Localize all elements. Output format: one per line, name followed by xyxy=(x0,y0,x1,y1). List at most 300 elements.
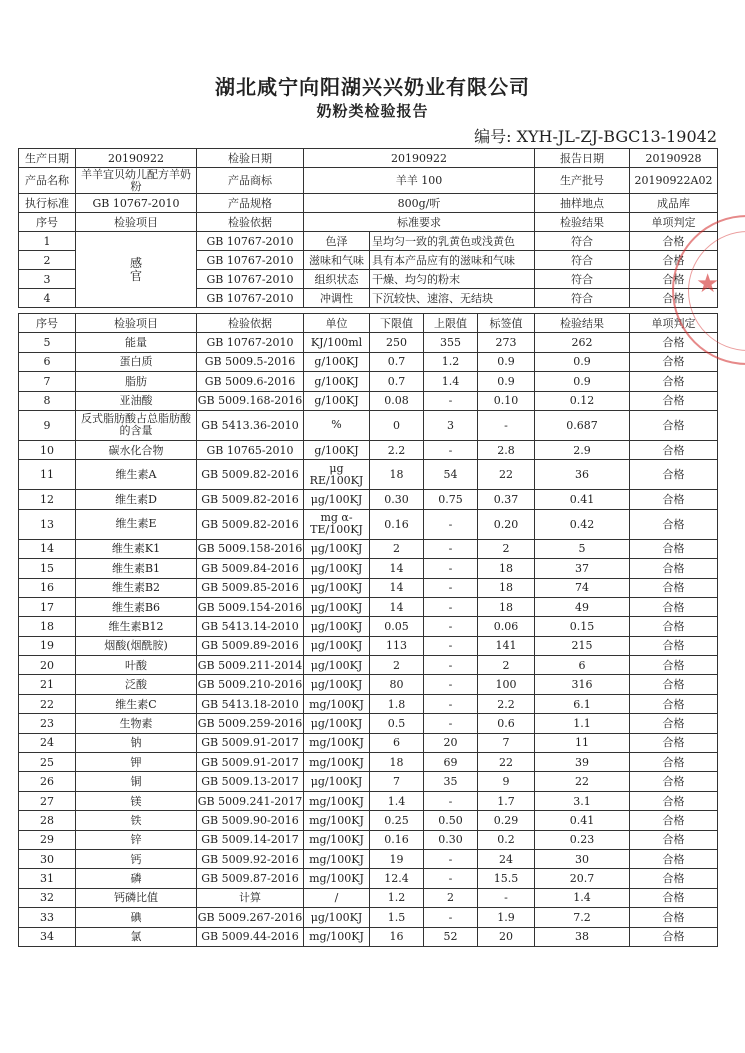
sensory-header-item: 检验项目 xyxy=(76,213,197,232)
nutrient-verdict: 合格 xyxy=(630,675,718,694)
nutrient-rows xyxy=(19,314,718,947)
nutrient-high: 35 xyxy=(424,772,478,791)
nutrient-item: 维生素E xyxy=(76,509,197,539)
nutrient-no: 14 xyxy=(19,539,76,558)
nutrient-result: 36 xyxy=(535,460,630,490)
nutrient-low: 1.5 xyxy=(370,908,424,927)
nutrient-row xyxy=(19,372,718,391)
nutrient-item: 氯 xyxy=(76,927,197,946)
nutrient-item: 泛酸 xyxy=(76,675,197,694)
nutrient-low: 0.05 xyxy=(370,617,424,636)
nutrient-unit: mg/100KJ xyxy=(304,694,370,713)
nutrient-low: 1.4 xyxy=(370,791,424,810)
nutrient-no: 10 xyxy=(19,440,76,459)
test-date-label: 检验日期 xyxy=(197,149,304,168)
sensory-verdict: 合格 xyxy=(630,270,718,289)
nutrient-unit: mg/100KJ xyxy=(304,869,370,888)
nutrient-basis: GB 5009.154-2016 xyxy=(197,597,304,616)
nutrient-row xyxy=(19,656,718,675)
nutrient-item: 能量 xyxy=(76,333,197,352)
production-date: 20190922 xyxy=(76,149,197,168)
sensory-requirement: 具有本产品应有的滋味和气味 xyxy=(370,251,535,270)
nutrient-no: 18 xyxy=(19,617,76,636)
nutrient-item: 磷 xyxy=(76,869,197,888)
nutrient-basis: GB 5009.84-2016 xyxy=(197,559,304,578)
test-date: 20190922 xyxy=(304,149,535,168)
nutrient-low: 14 xyxy=(370,597,424,616)
nutrient-item: 钠 xyxy=(76,733,197,752)
nutrient-item: 生物素 xyxy=(76,714,197,733)
sensory-requirement: 干燥、均匀的粉末 xyxy=(370,270,535,289)
nutrient-unit: mg/100KJ xyxy=(304,791,370,810)
nutrient-unit: μg/100KJ xyxy=(304,539,370,558)
nutrient-header-no: 序号 xyxy=(19,314,76,333)
seal-star-icon: ★ xyxy=(696,269,720,299)
nutrient-label: 24 xyxy=(478,849,535,868)
spec: 800g/听 xyxy=(304,194,535,213)
nutrient-label: 1.9 xyxy=(478,908,535,927)
nutrient-item: 维生素K1 xyxy=(76,539,197,558)
nutrient-row xyxy=(19,352,718,371)
nutrient-high: - xyxy=(424,791,478,810)
nutrient-result: 74 xyxy=(535,578,630,597)
nutrient-item: 钙磷比值 xyxy=(76,888,197,907)
nutrient-basis: GB 5413.18-2010 xyxy=(197,694,304,713)
nutrient-row xyxy=(19,578,718,597)
nutrient-label: 0.10 xyxy=(478,391,535,410)
nutrient-high: 1.2 xyxy=(424,352,478,371)
nutrient-high: - xyxy=(424,675,478,694)
nutrient-high: - xyxy=(424,440,478,459)
nutrient-no: 17 xyxy=(19,597,76,616)
report-code xyxy=(474,124,717,147)
sampling-label: 抽样地点 xyxy=(535,194,630,213)
nutrient-no: 11 xyxy=(19,460,76,490)
nutrient-unit: g/100KJ xyxy=(304,440,370,459)
nutrient-label: 273 xyxy=(478,333,535,352)
nutrient-low: 1.2 xyxy=(370,888,424,907)
nutrient-verdict: 合格 xyxy=(630,694,718,713)
nutrient-no: 31 xyxy=(19,869,76,888)
nutrient-low: 2.2 xyxy=(370,440,424,459)
nutrient-basis: GB 5009.44-2016 xyxy=(197,927,304,946)
nutrient-basis: GB 5009.241-2017 xyxy=(197,791,304,810)
nutrient-unit: μg/100KJ xyxy=(304,617,370,636)
nutrient-result: 0.15 xyxy=(535,617,630,636)
nutrient-row xyxy=(19,460,718,490)
sensory-header-requirement: 标准要求 xyxy=(304,213,535,232)
nutrient-basis: GB 5009.210-2016 xyxy=(197,675,304,694)
sensory-basis: GB 10767-2010 xyxy=(197,232,304,251)
nutrient-header-upper: 上限值 xyxy=(424,314,478,333)
nutrient-item: 维生素B2 xyxy=(76,578,197,597)
nutrient-basis: GB 5009.85-2016 xyxy=(197,578,304,597)
nutrient-result: 0.687 xyxy=(535,410,630,440)
nutrient-verdict: 合格 xyxy=(630,617,718,636)
nutrient-unit: μg/100KJ xyxy=(304,772,370,791)
nutrient-low: 6 xyxy=(370,733,424,752)
nutrient-no: 26 xyxy=(19,772,76,791)
nutrient-item: 维生素A xyxy=(76,460,197,490)
nutrient-label: 0.2 xyxy=(478,830,535,849)
nutrient-verdict: 合格 xyxy=(630,656,718,675)
nutrient-verdict: 合格 xyxy=(630,391,718,410)
nutrient-result: 49 xyxy=(535,597,630,616)
nutrient-item: 烟酸(烟酰胺) xyxy=(76,636,197,655)
nutrient-label: 0.29 xyxy=(478,811,535,830)
nutrient-low: 18 xyxy=(370,460,424,490)
nutrient-item: 叶酸 xyxy=(76,656,197,675)
nutrient-basis: GB 5009.5-2016 xyxy=(197,352,304,371)
nutrient-unit: μg/100KJ xyxy=(304,490,370,509)
nutrient-verdict: 合格 xyxy=(630,791,718,810)
nutrient-label: 0.06 xyxy=(478,617,535,636)
nutrient-row xyxy=(19,410,718,440)
nutrient-label: 2 xyxy=(478,656,535,675)
nutrient-item: 维生素B6 xyxy=(76,597,197,616)
nutrient-verdict: 合格 xyxy=(630,440,718,459)
nutrient-result: 262 xyxy=(535,333,630,352)
nutrient-label: - xyxy=(478,410,535,440)
nutrient-label: 20 xyxy=(478,927,535,946)
sensory-attribute: 滋味和气味 xyxy=(304,251,370,270)
nutrient-basis: GB 5009.89-2016 xyxy=(197,636,304,655)
nutrient-basis: GB 5009.158-2016 xyxy=(197,539,304,558)
nutrient-high: 2 xyxy=(424,888,478,907)
nutrient-result: 0.9 xyxy=(535,352,630,371)
nutrient-verdict: 合格 xyxy=(630,927,718,946)
nutrient-no: 24 xyxy=(19,733,76,752)
nutrient-verdict: 合格 xyxy=(630,352,718,371)
batch-label: 生产批号 xyxy=(535,168,630,194)
sensory-header-result: 检验结果 xyxy=(535,213,630,232)
company-name: 湖北咸宁向阳湖兴兴奶业有限公司 xyxy=(215,75,530,99)
sensory-result: 符合 xyxy=(535,232,630,251)
nutrient-no: 8 xyxy=(19,391,76,410)
nutrient-no: 22 xyxy=(19,694,76,713)
nutrient-high: 0.75 xyxy=(424,490,478,509)
sensory-header-no: 序号 xyxy=(19,213,76,232)
nutrient-low: 2 xyxy=(370,656,424,675)
sensory-result: 符合 xyxy=(535,251,630,270)
nutrient-unit: mg α-TE/100KJ xyxy=(304,509,370,539)
nutrient-basis: GB 5009.91-2017 xyxy=(197,733,304,752)
nutrient-basis: GB 5009.90-2016 xyxy=(197,811,304,830)
sensory-basis: GB 10767-2010 xyxy=(197,251,304,270)
nutrient-verdict: 合格 xyxy=(630,636,718,655)
nutrient-label: 2.8 xyxy=(478,440,535,459)
nutrient-unit: μg/100KJ xyxy=(304,675,370,694)
sensory-result: 符合 xyxy=(535,289,630,308)
nutrient-basis: GB 5009.168-2016 xyxy=(197,391,304,410)
nutrient-basis: GB 5009.259-2016 xyxy=(197,714,304,733)
nutrient-row xyxy=(19,869,718,888)
sensory-group-label: 感 官 xyxy=(76,232,197,308)
nutrient-verdict: 合格 xyxy=(630,460,718,490)
nutrient-row xyxy=(19,391,718,410)
nutrient-header-row xyxy=(19,314,718,333)
nutrient-low: 19 xyxy=(370,849,424,868)
nutrient-row xyxy=(19,539,718,558)
nutrient-result: 0.23 xyxy=(535,830,630,849)
nutrient-low: 0 xyxy=(370,410,424,440)
nutrient-unit: % xyxy=(304,410,370,440)
nutrient-header-unit: 单位 xyxy=(304,314,370,333)
nutrient-result: 1.4 xyxy=(535,888,630,907)
nutrient-result: 38 xyxy=(535,927,630,946)
sensory-verdict: 合格 xyxy=(630,251,718,270)
nutrient-row xyxy=(19,675,718,694)
nutrient-low: 18 xyxy=(370,753,424,772)
sensory-header-verdict: 单项判定 xyxy=(630,213,718,232)
sensory-attribute: 冲调性 xyxy=(304,289,370,308)
nutrient-unit: g/100KJ xyxy=(304,372,370,391)
nutrient-no: 20 xyxy=(19,656,76,675)
nutrient-basis: GB 5009.267-2016 xyxy=(197,908,304,927)
nutrient-result: 1.1 xyxy=(535,714,630,733)
nutrient-verdict: 合格 xyxy=(630,597,718,616)
nutrient-verdict: 合格 xyxy=(630,372,718,391)
nutrient-verdict: 合格 xyxy=(630,849,718,868)
nutrient-low: 0.5 xyxy=(370,714,424,733)
nutrient-result: 39 xyxy=(535,753,630,772)
nutrient-basis: GB 5009.6-2016 xyxy=(197,372,304,391)
sensory-verdict: 合格 xyxy=(630,232,718,251)
nutrient-unit: μg/100KJ xyxy=(304,714,370,733)
product-name: 羊羊宜贝幼儿配方羊奶粉 xyxy=(76,168,197,194)
nutrient-high: - xyxy=(424,578,478,597)
nutrient-result: 6 xyxy=(535,656,630,675)
nutrient-no: 33 xyxy=(19,908,76,927)
nutrient-label: 18 xyxy=(478,578,535,597)
nutrient-unit: g/100KJ xyxy=(304,352,370,371)
nutrient-high: - xyxy=(424,597,478,616)
nutrient-low: 80 xyxy=(370,675,424,694)
nutrient-result: 215 xyxy=(535,636,630,655)
nutrient-no: 27 xyxy=(19,791,76,810)
nutrient-row xyxy=(19,694,718,713)
nutrient-low: 14 xyxy=(370,559,424,578)
nutrient-no: 5 xyxy=(19,333,76,352)
nutrient-basis: GB 5009.211-2014 xyxy=(197,656,304,675)
nutrient-low: 113 xyxy=(370,636,424,655)
nutrient-high: - xyxy=(424,539,478,558)
nutrient-verdict: 合格 xyxy=(630,509,718,539)
nutrient-row xyxy=(19,772,718,791)
nutrient-result: 0.41 xyxy=(535,811,630,830)
nutrient-label: 18 xyxy=(478,559,535,578)
report-date: 20190928 xyxy=(630,149,718,168)
nutrient-no: 29 xyxy=(19,830,76,849)
nutrient-label: 7 xyxy=(478,733,535,752)
nutrient-row xyxy=(19,811,718,830)
sensory-attribute: 色泽 xyxy=(304,232,370,251)
nutrient-low: 16 xyxy=(370,927,424,946)
sensory-no: 4 xyxy=(19,289,76,308)
nutrient-item: 蛋白质 xyxy=(76,352,197,371)
nutrient-low: 2 xyxy=(370,539,424,558)
standard: GB 10767-2010 xyxy=(76,194,197,213)
nutrient-low: 12.4 xyxy=(370,869,424,888)
nutrient-high: 20 xyxy=(424,733,478,752)
sensory-row xyxy=(19,232,718,251)
nutrient-unit: mg/100KJ xyxy=(304,811,370,830)
nutrient-item: 碳水化合物 xyxy=(76,440,197,459)
nutrient-item: 维生素B1 xyxy=(76,559,197,578)
nutrient-row xyxy=(19,333,718,352)
nutrient-low: 0.7 xyxy=(370,372,424,391)
nutrient-verdict: 合格 xyxy=(630,578,718,597)
nutrient-label: 15.5 xyxy=(478,869,535,888)
production-date-label: 生产日期 xyxy=(19,149,76,168)
nutrient-high: 355 xyxy=(424,333,478,352)
nutrient-row xyxy=(19,888,718,907)
nutrient-label: 1.7 xyxy=(478,791,535,810)
nutrient-basis: GB 5413.36-2010 xyxy=(197,410,304,440)
nutrient-verdict: 合格 xyxy=(630,333,718,352)
nutrient-basis: GB 5009.92-2016 xyxy=(197,849,304,868)
nutrient-item: 维生素C xyxy=(76,694,197,713)
nutrient-low: 0.7 xyxy=(370,352,424,371)
nutrient-high: 54 xyxy=(424,460,478,490)
nutrient-low: 0.25 xyxy=(370,811,424,830)
report-code-value: XYH-JL-ZJ-BGC13-19042 xyxy=(516,127,717,146)
nutrient-label: 0.20 xyxy=(478,509,535,539)
nutrient-header-item: 检验项目 xyxy=(76,314,197,333)
batch: 20190922A02 xyxy=(630,168,718,194)
nutrient-result: 316 xyxy=(535,675,630,694)
nutrient-basis: GB 5009.87-2016 xyxy=(197,869,304,888)
sensory-requirement: 下沉较快、速溶、无结块 xyxy=(370,289,535,308)
nutrient-unit: μg/100KJ xyxy=(304,578,370,597)
nutrient-label: 18 xyxy=(478,597,535,616)
nutrient-no: 12 xyxy=(19,490,76,509)
sensory-result: 符合 xyxy=(535,270,630,289)
spec-label: 产品规格 xyxy=(197,194,304,213)
nutrient-high: 52 xyxy=(424,927,478,946)
nutrient-result: 20.7 xyxy=(535,869,630,888)
nutrient-label: 0.9 xyxy=(478,372,535,391)
nutrient-verdict: 合格 xyxy=(630,869,718,888)
nutrient-result: 7.2 xyxy=(535,908,630,927)
nutrient-row xyxy=(19,791,718,810)
nutrient-header-basis: 检验依据 xyxy=(197,314,304,333)
nutrient-row xyxy=(19,490,718,509)
nutrient-item: 镁 xyxy=(76,791,197,810)
nutrient-result: 0.42 xyxy=(535,509,630,539)
report-code-label: 编号: xyxy=(474,127,512,146)
nutrient-item: 碘 xyxy=(76,908,197,927)
nutrient-unit: μg/100KJ xyxy=(304,908,370,927)
nutrient-item: 维生素B12 xyxy=(76,617,197,636)
nutrient-unit: mg/100KJ xyxy=(304,733,370,752)
nutrient-result: 30 xyxy=(535,849,630,868)
nutrient-unit: g/100KJ xyxy=(304,391,370,410)
nutrient-row xyxy=(19,617,718,636)
nutrient-high: - xyxy=(424,849,478,868)
nutrient-label: 2 xyxy=(478,539,535,558)
sensory-requirement: 呈均匀一致的乳黄色或浅黄色 xyxy=(370,232,535,251)
standard-label: 执行标准 xyxy=(19,194,76,213)
brand: 羊羊 100 xyxy=(304,168,535,194)
nutrient-header-label: 标签值 xyxy=(478,314,535,333)
nutrient-basis: GB 5009.14-2017 xyxy=(197,830,304,849)
nutrient-no: 7 xyxy=(19,372,76,391)
nutrient-result: 0.9 xyxy=(535,372,630,391)
nutrient-basis: GB 5413.14-2010 xyxy=(197,617,304,636)
nutrient-header-verdict: 单项判定 xyxy=(630,314,718,333)
nutrient-result: 11 xyxy=(535,733,630,752)
nutrient-item: 维生素D xyxy=(76,490,197,509)
nutrient-unit: μg/100KJ xyxy=(304,559,370,578)
sensory-header-basis: 检验依据 xyxy=(197,213,304,232)
nutrient-row xyxy=(19,849,718,868)
nutrient-row xyxy=(19,714,718,733)
nutrient-verdict: 合格 xyxy=(630,908,718,927)
nutrient-high: 69 xyxy=(424,753,478,772)
nutrient-label: 2.2 xyxy=(478,694,535,713)
sensory-verdict: 合格 xyxy=(630,289,718,308)
nutrient-row xyxy=(19,830,718,849)
nutrient-row xyxy=(19,559,718,578)
nutrient-label: - xyxy=(478,888,535,907)
nutrient-low: 0.16 xyxy=(370,509,424,539)
nutrient-label: 22 xyxy=(478,460,535,490)
nutrient-low: 7 xyxy=(370,772,424,791)
nutrient-basis: 计算 xyxy=(197,888,304,907)
nutrient-row xyxy=(19,509,718,539)
nutrient-basis: GB 5009.13-2017 xyxy=(197,772,304,791)
nutrient-low: 250 xyxy=(370,333,424,352)
nutrient-result: 5 xyxy=(535,539,630,558)
nutrient-basis: GB 5009.82-2016 xyxy=(197,509,304,539)
sensory-rows xyxy=(19,232,718,308)
nutrient-low: 0.16 xyxy=(370,830,424,849)
nutrient-no: 16 xyxy=(19,578,76,597)
nutrient-low: 1.8 xyxy=(370,694,424,713)
nutrient-item: 钾 xyxy=(76,753,197,772)
brand-label: 产品商标 xyxy=(197,168,304,194)
nutrient-item: 铜 xyxy=(76,772,197,791)
nutrient-no: 23 xyxy=(19,714,76,733)
nutrient-label: 0.6 xyxy=(478,714,535,733)
nutrient-high: 3 xyxy=(424,410,478,440)
nutrient-result: 0.12 xyxy=(535,391,630,410)
nutrient-no: 25 xyxy=(19,753,76,772)
nutrient-high: - xyxy=(424,509,478,539)
nutrient-verdict: 合格 xyxy=(630,733,718,752)
nutrient-unit: μg/100KJ xyxy=(304,597,370,616)
sensory-basis: GB 10767-2010 xyxy=(197,289,304,308)
report-date-label: 报告日期 xyxy=(535,149,630,168)
nutrient-unit: mg/100KJ xyxy=(304,753,370,772)
nutrient-basis: GB 5009.82-2016 xyxy=(197,490,304,509)
nutrient-verdict: 合格 xyxy=(630,753,718,772)
nutrient-basis: GB 10765-2010 xyxy=(197,440,304,459)
nutrient-low: 0.08 xyxy=(370,391,424,410)
nutrient-item: 锌 xyxy=(76,830,197,849)
nutrient-basis: GB 10767-2010 xyxy=(197,333,304,352)
nutrient-unit: KJ/100ml xyxy=(304,333,370,352)
nutrient-row xyxy=(19,440,718,459)
nutrient-label: 141 xyxy=(478,636,535,655)
nutrient-item: 反式脂肪酸占总脂肪酸的含量 xyxy=(76,410,197,440)
nutrient-unit: μg/100KJ xyxy=(304,636,370,655)
nutrient-verdict: 合格 xyxy=(630,490,718,509)
nutrient-basis: GB 5009.82-2016 xyxy=(197,460,304,490)
nutrient-no: 19 xyxy=(19,636,76,655)
nutrient-label: 100 xyxy=(478,675,535,694)
